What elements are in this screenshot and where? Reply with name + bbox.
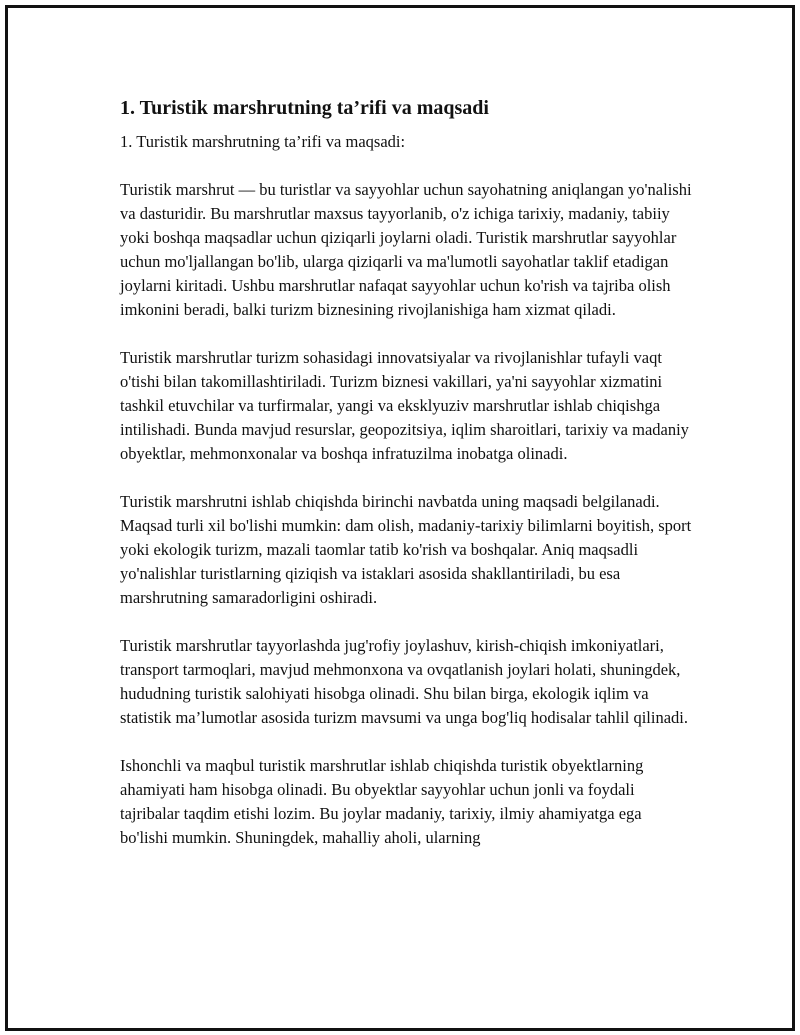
paragraph-preparation: Turistik marshrutlar tayyorlashda jug'rofiy joylashuv, kirish-chiqish imkoniyatlari, transport tarmoqlari, mavjud mehmonxona va ovqatlanish joylari holati, shuningdek, hududning turistik salohiyati hisobga olinadi. Shu bilan birga, ekologik iqlim va statistik ma’lumotlar asosida turizm mavsumi va unga bog'liq hodisalar tahlil qilinadi. — [120, 636, 689, 727]
page-frame — [5, 5, 795, 1031]
paragraph-innovation: Turistik marshrutlar turizm sohasidagi innovatsiyalar va rivojlanishlar tufayli vaqt o'tishi bilan takomillashtiriladi. Turizm biznesi vakillari, ya'ni sayyohlar xizmatini tashkil etuvchilar va turfirmalar, yangi va eksklyuziv marshrutlar ishlab chiqishga intilishadi. Bunda mavjud resurslar, geopozitsiya, iqlim sharoitlari, tarixiy va madaniy obyektlar, mehmonxonalar va boshqa infratuzilma inobatga olinadi. — [120, 348, 689, 463]
paragraph-definition: Turistik marshrut — bu turistlar va sayyohlar uchun sayohatning aniqlangan yo'nalishi va dasturidir. Bu marshrutlar maxsus tayyorlanib, o'z ichiga tarixiy, madaniy, tabiiy yoki boshqa maqsadlar uchun qiziqarli joylarni oladi. Turistik marshrutlar sayyohlar uchun mo'ljallangan bo'lib, ularga qiziqarli va ma'lumotli sayohatlar taklif etadigan joylarni kiritadi. Ushbu marshrutlar nafaqat sayyohlar uchun ko'rish va tajriba olish imkonini beradi, balki turizm biznesining rivojlanishiga ham xizmat qiladi. — [120, 180, 692, 319]
document-body — [120, 96, 692, 874]
paragraph-purpose: Turistik marshrutni ishlab chiqishda birinchi navbatda uning maqsadi belgilanadi. Maqsad turli xil bo'lishi mumkin: dam olish, madaniy-tarixiy bilimlarni boyitish, sport yoki ekologik turizm, mazali taomlar tatib ko'rish va boshqalar. Aniq maqsadli yo'nalishlar turistlarning qiziqish va istaklari asosida shakllantiriladi, bu esa marshrutning samaradorligini oshiradi. — [120, 492, 692, 607]
paragraph-objects: Ishonchli va maqbul turistik marshrutlar ishlab chiqishda turistik obyektlarning ahamiyati ham hisobga olinadi. Bu obyektlar sayyohlar uchun jonli va foydali tajribalar taqdim etishi lozim. Bu joylar madaniy, tarixiy, ilmiy ahamiyatga ega bo'lishi mumkin. Shuningdek, mahalliy aholi, ularning — [120, 756, 644, 847]
document-heading: 1. Turistik marshrutning ta’rifi va maqsadi — [120, 97, 489, 119]
section-subheading: 1. Turistik marshrutning ta’rifi va maqsadi: — [120, 132, 406, 151]
